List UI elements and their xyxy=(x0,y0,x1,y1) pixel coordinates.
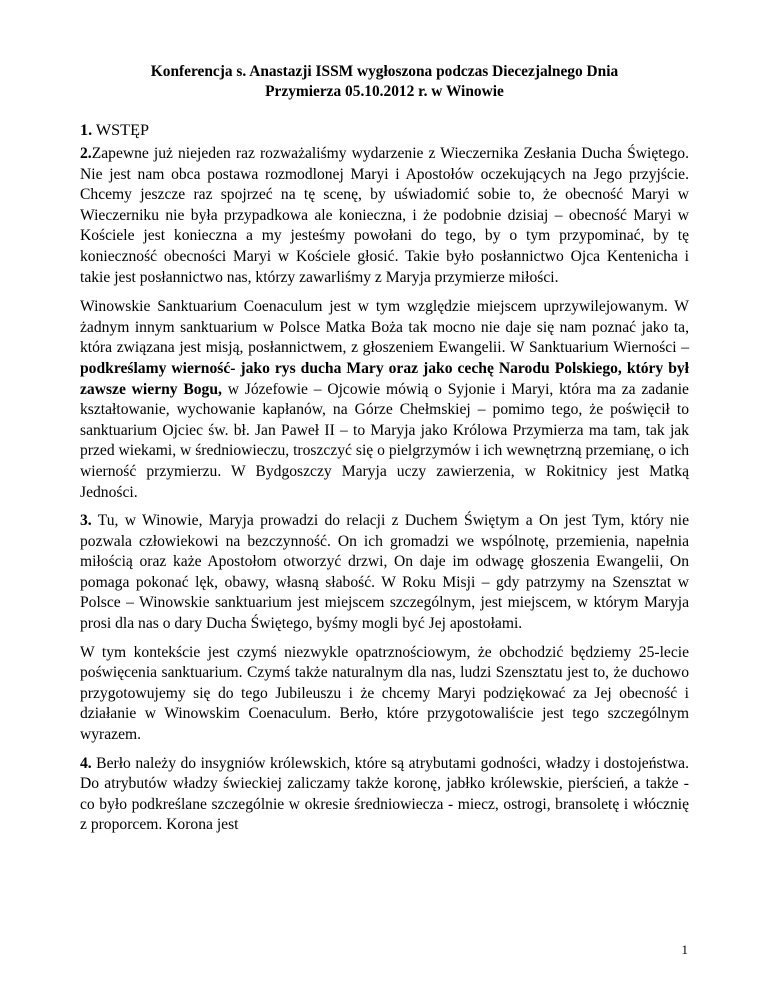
section-heading-wstep xyxy=(80,120,689,141)
paragraph-2 xyxy=(80,144,689,288)
paragraph-text: Berło należy do insygniów królewskich, które są atrybutami godności, władzy i dostojeństwa. Do atrybutów władzy świeckiej zaliczamy także koronę, jabłko królewskie, pierścień, a także - co było podkreślane szczególnie w okresie średniowiecza - miecz, ostrogi, bransoletę i włócznię z proporcem. Korona jest xyxy=(80,754,689,834)
section-number: 1. xyxy=(80,121,93,139)
title-line-2: Przymierza 05.10.2012 r. w Winowie xyxy=(265,83,504,100)
paragraph-text: Winowskie Sanktuarium Coenaculum jest w tym względzie miejscem uprzywilejowanym. W żadnym innym sanktuarium w Polsce Matka Boża tak mocno nie daje się nam poznać jako ta, która związana jest misją, posłannictwem, z głoszeniem Ewangelii. W Sanktuarium Wierności – xyxy=(80,298,689,357)
document-title xyxy=(80,62,689,102)
paragraph-number: 2. xyxy=(80,145,92,162)
paragraph-winowskie-sanktuarium xyxy=(80,297,689,503)
title-line-1: Konferencja s. Anastazji ISSM wygłoszona podczas Diecezjalnego Dnia xyxy=(150,63,619,80)
paragraph-text: W tym kontekście jest czymś niezwykle opatrznościowym, że obchodzić będziemy 25-lecie poświęcenia sanktuarium. Czymś także naturalnym dla nas, ludzi Szensztatu jest to, że duchowo przygotowujemy się do tego Jubileuszu i że chcemy Maryi podziękować za Jej obecność i działanie w Winowskim Coenaculum. Berło, które przygotowaliście jest tego szczególnym wyrazem. xyxy=(80,643,689,744)
paragraph-text: Tu, w Winowie, Maryja prowadzi do relacji z Duchem Świętym a On jest Tym, który nie pozwala człowiekowi na bezczynność. On ich gromadzi we wspólnotę, przemienia, napełnia miłością oraz każe Apostołom otworzyć drzwi, On daje im odwagę głoszenia Ewangelii, On pomaga pokonać lęk, obawy, własną słabość. W Roku Misji – gdy patrzymy na Szensztat w Polsce – Winowskie sanktuarium jest miejscem szczególnym, jest miejscem, w którym Maryja prosi dla nas o dary Ducha Świętego, byśmy mogli być Jej apostołami. xyxy=(80,512,689,633)
paragraph-number: 3. xyxy=(80,512,92,530)
emphasized-text: podkreślamy wierność- jako rys ducha Mary oraz jako cechę Narodu Polskiego, który był zawsze wierny Bogu, xyxy=(80,359,689,398)
paragraph-4 xyxy=(80,754,689,836)
paragraph-text: Zapewne już niejeden raz rozważaliśmy wydarzenie z Wieczernika Zesłania Ducha Świętego. Nie jest nam obca postawa rozmodlonej Maryi i Apostołów oczekujących na Jego przyjście. Chcemy jeszcze raz spojrzeć na tę scenę, by uświadomić sobie to, że obecność Maryi w Wieczerniku nie była przypadkowa ale konieczna, i że podobnie dzisiaj – obecność Maryi w Kościele jest konieczna a my jesteśmy powołani do tego, by o tym przypominać, by tę konieczność obecności Maryi w Kościele głosić. Takie było posłannictwo Ojca Kentenicha i takie jest posłannictwo nas, którzy zawarliśmy z Maryja przymierze miłości. xyxy=(80,145,689,286)
paragraph-number: 4. xyxy=(80,754,92,772)
paragraph-3 xyxy=(80,511,689,635)
paragraph-text-continued: w Józefowie – Ojcowie mówią o Syjonie i Maryi, która ma za zadanie kształtowanie, wychowanie kapłanów, na Górze Chełmskiej – pomimo tego, że poświęcił to sanktuarium Ojciec św. bł. Jan Paweł II – to Maryja jako Królowa Przymierza ma tam, tak jak przed wiekami, w średniowieczu, troszczyć się o pielgrzymów i ich wewnętrzną przemianę, o ich wierność przymierzu. W Bydgoszczy Maryja uczy zawierzenia, w Rokitnicy jest Matką Jedności. xyxy=(80,380,689,501)
paragraph-kontekst xyxy=(80,643,689,746)
section-title: WSTĘP xyxy=(92,121,149,139)
page-number: 1 xyxy=(681,942,688,957)
